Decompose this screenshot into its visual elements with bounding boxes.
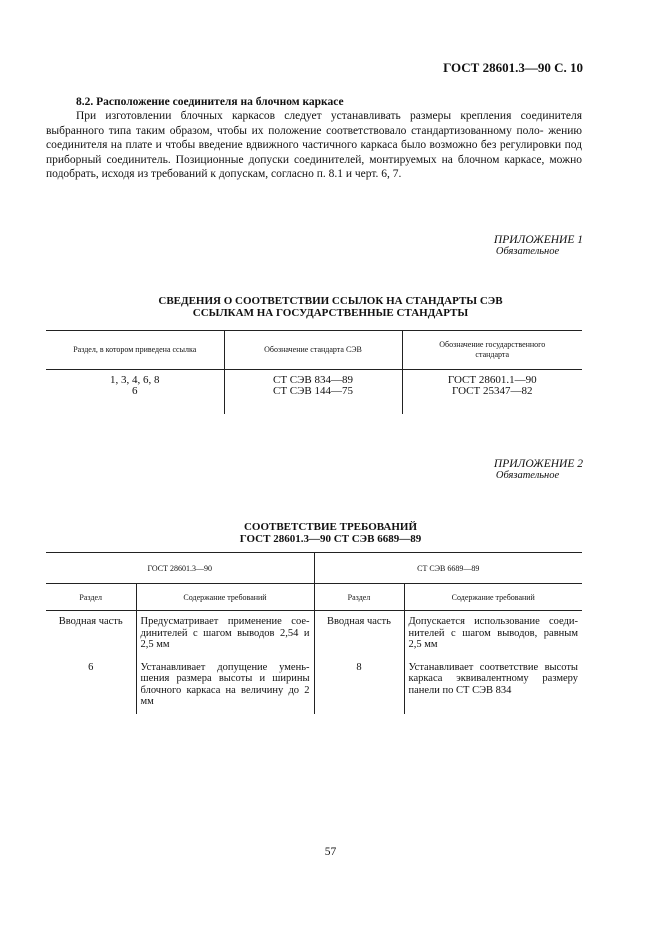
table-cell: ГОСТ 25347—82 — [452, 385, 533, 397]
table-header-cell: Раздел — [46, 584, 136, 611]
paragraph-line: выбранного типа таким образом, чтобы их положение соответствовало стандартизованному поло- — [46, 124, 544, 137]
table-header-row — [46, 331, 582, 370]
table-group-header-row — [46, 553, 582, 584]
table-group-header: ГОСТ 28601.3—90 — [46, 553, 314, 584]
table-cell: Допускается использование соединителей с шагом выводов, равным 2,5 мм — [404, 611, 582, 657]
appendix2-title-line2: ГОСТ 28601.3—90 СТ СЭВ 6689—89 — [239, 533, 422, 545]
table-header-cell: Раздел — [314, 584, 404, 611]
table-header-row — [46, 584, 582, 611]
appendix2-status: Обязательное — [495, 470, 560, 481]
table-header-cell: Раздел, в котором приведена ссылка — [46, 331, 224, 370]
appendix1-title — [0, 295, 661, 319]
table-header-cell: Обозначение стандарта СЭВ — [224, 331, 402, 370]
table-cell: 6 — [132, 385, 138, 397]
appendix1-title-line1: СВЕДЕНИЯ О СООТВЕТСТВИИ ССЫЛОК НА СТАНДАРТЫ СЭВ — [158, 295, 503, 307]
appendix1-label-block — [494, 234, 583, 257]
table-cell: 8 — [314, 657, 404, 714]
paragraph-line: регулировки под приборный соединитель. Позиционные допуски соединителей, монтируемых на — [46, 139, 583, 166]
table-cell: Предусматривает применение соединителей с шагом выводов 2,54 и 2,5 мм — [136, 611, 314, 657]
table-header-cell: Обозначение государственного стандарта — [402, 331, 582, 370]
appendix2-table — [46, 552, 582, 714]
table-cell: Вводная часть — [58, 616, 123, 627]
table-header-cell: Содержание требований — [404, 584, 582, 611]
table-cell: ГОСТ 28601.1—90 — [447, 374, 537, 386]
appendix1-label: ПРИЛОЖЕНИЕ 1 — [493, 234, 583, 246]
table-cell: СТ СЭВ 144—75 — [273, 385, 353, 397]
appendix1-title-line2: ССЫЛКАМ НА ГОСУДАРСТВЕННЫЕ СТАНДАРТЫ — [192, 307, 469, 319]
table-header-cell: Содержание требований — [136, 584, 314, 611]
appendix2-title-line1: СООТВЕТСТВИЕ ТРЕБОВАНИЙ — [243, 521, 418, 533]
appendix2-label: ПРИЛОЖЕНИЕ 2 — [493, 458, 583, 470]
table-cell: Вводная часть — [314, 611, 404, 657]
table-group-header: СТ СЭВ 6689—89 — [314, 553, 582, 584]
appendix2-title — [0, 521, 661, 545]
table-cell: 1, 3, 4, 6, 8 — [110, 374, 160, 386]
appendix1-table — [46, 330, 582, 414]
table-cell: Устанавливает соответствие высоты каркаса эквивалентному размеру панели по СТ СЭВ 834 — [404, 657, 582, 714]
page-header-code: ГОСТ 28601.3—90 С. 10 — [443, 60, 583, 75]
appendix2-label-block — [494, 458, 583, 481]
table-cell: СТ СЭВ 834—89 — [273, 374, 353, 386]
table-cell: 6 — [88, 661, 94, 673]
table-row — [46, 370, 582, 415]
page-number: 57 — [324, 846, 337, 858]
section-paragraph — [46, 109, 582, 182]
section-title: 8.2. Расположение соединителя на блочном каркасе — [76, 96, 344, 108]
paragraph-line: блочном каркасе, можно подобрать, исходя из требований к допускам, согласно п. 8.1 и черт. 6, 7. — [46, 153, 582, 181]
paragraph-line: жению соединителя на плате и чтобы введение вдвижного частичного каркаса было возможно без — [46, 124, 582, 152]
table-row — [46, 657, 582, 714]
appendix1-status: Обязательное — [495, 246, 560, 257]
paragraph-line: При изготовлении блочных каркасов следует устанавливать размеры крепления соединителя — [76, 110, 582, 122]
table-cell: Устанавливает допущение уменьшения размера высоты и ширины блочного каркаса на величину до 2 мм — [136, 657, 314, 714]
table-row — [46, 611, 582, 657]
